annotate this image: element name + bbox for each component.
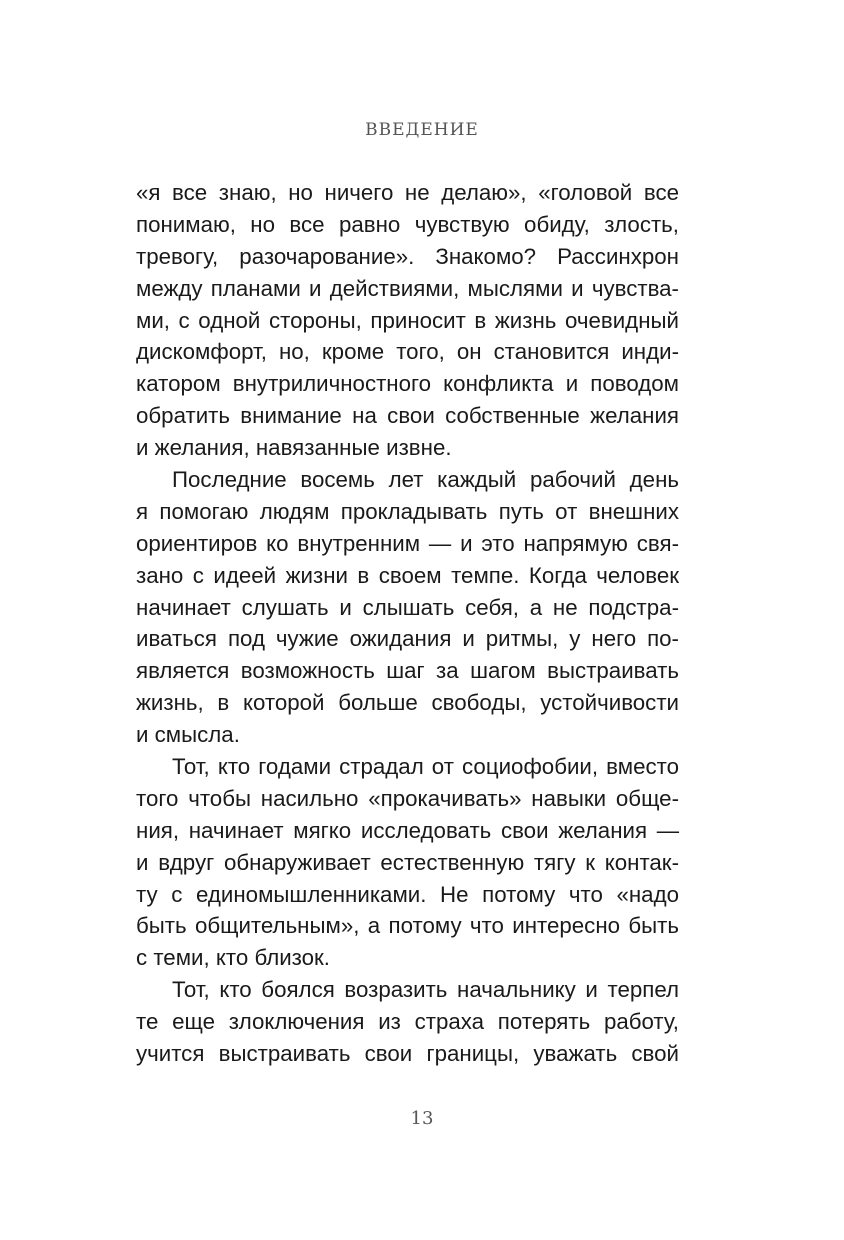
text-line: Последние восемь лет каждый рабочий день <box>172 467 679 493</box>
text-line: и вдруг обнаруживает естественную тягу к контак- <box>136 849 679 875</box>
text-line: того чтобы насильно «прокачивать» навыки обще- <box>136 785 679 811</box>
text-line: те еще злоключения из страха потерять работу, <box>136 1009 679 1035</box>
text-line: обратить внимание на свои собственные желания <box>136 403 679 429</box>
text-line: ориентиров ко внутренним — и это напрямую свя- <box>136 530 679 556</box>
text-line: и желания, навязанные извне. <box>136 435 452 461</box>
text-line: дискомфорт, но, кроме того, он становится инди- <box>136 339 679 365</box>
text-line: между планами и действиями, мыслями и чувства- <box>136 275 679 301</box>
text-line: я помогаю людям прокладывать путь от внешних <box>136 498 679 524</box>
running-head: ВВЕДЕНИЕ <box>365 120 479 140</box>
text-line: является возможность шаг за шагом выстраивать <box>136 658 679 684</box>
page-number: 13 <box>410 1108 434 1129</box>
text-line: тревогу, разочарование». Знакомо? Рассинхрон <box>136 243 679 269</box>
text-line: быть общительным», а потому что интересно быть <box>136 913 679 939</box>
body-text <box>136 177 679 1070</box>
text-line: ния, начинает мягко исследовать свои желания — <box>136 817 679 843</box>
text-line: понимаю, но все равно чувствую обиду, злость, <box>136 211 679 237</box>
text-line: начинает слушать и слышать себя, а не подстра- <box>136 594 679 620</box>
text-line: зано с идеей жизни в своем темпе. Когда человек <box>136 562 679 588</box>
text-line: Тот, кто боялся возразить начальнику и терпел <box>172 977 679 1003</box>
text-line: жизнь, в которой больше свободы, устойчивости <box>136 690 679 716</box>
text-line: катором внутриличностного конфликта и поводом <box>136 371 679 397</box>
text-line: с теми, кто близок. <box>136 945 330 971</box>
text-line: иваться под чужие ожидания и ритмы, у него по- <box>136 626 679 652</box>
text-line: учится выстраивать свои границы, уважать свой <box>136 1041 679 1067</box>
text-line: Тот, кто годами страдал от социофобии, вместо <box>172 754 679 780</box>
text-line: ми, с одной стороны, приносит в жизнь очевидный <box>136 307 679 333</box>
text-line: «я все знаю, но ничего не делаю», «головой все <box>136 180 679 205</box>
text-line: и смысла. <box>136 722 240 748</box>
text-line: ту с единомышленниками. Не потому что «надо <box>136 881 679 907</box>
